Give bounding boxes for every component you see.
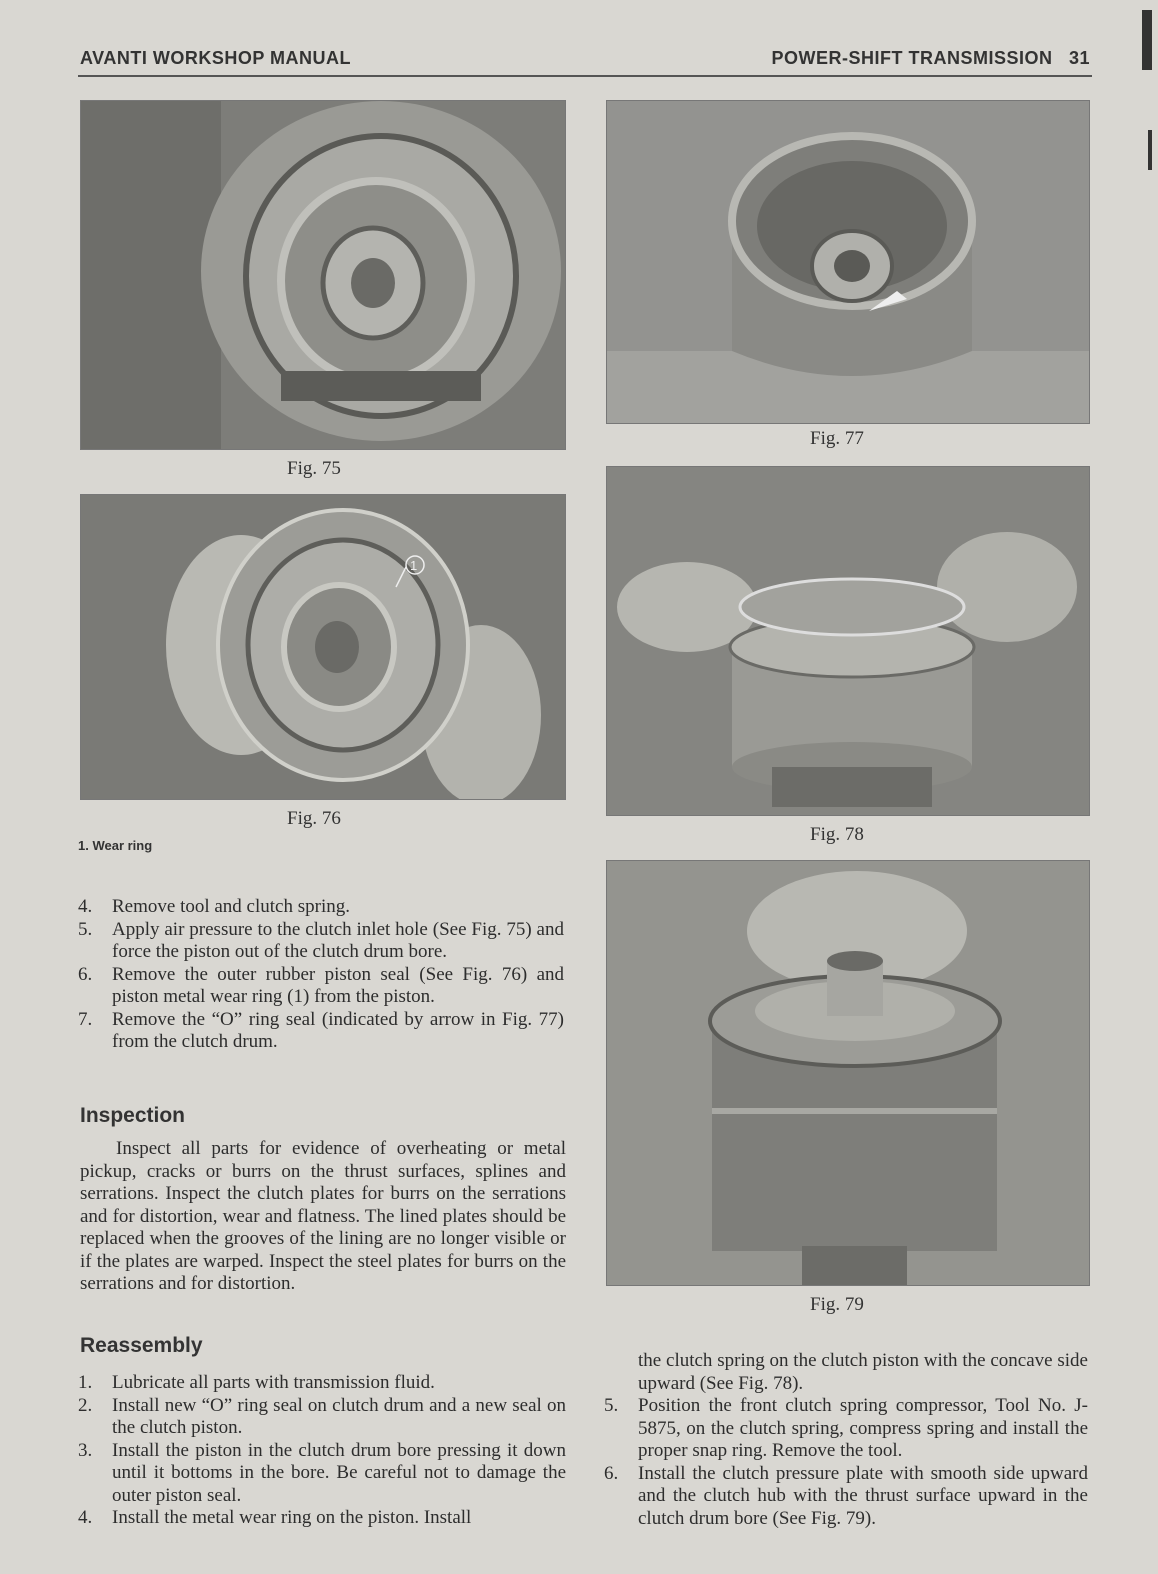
figure-78-caption: Fig. 78 [810, 824, 864, 845]
figure-76-photo [80, 494, 566, 800]
figure-77-caption: Fig. 77 [810, 428, 864, 449]
list-item: 1. Lubricate all parts with transmission fluid. [78, 1372, 435, 1393]
binding-mark [1142, 10, 1152, 70]
figure-79-photo [606, 860, 1090, 1286]
header-rule [78, 75, 1092, 77]
figure-75-photo [80, 100, 566, 450]
figure-77-photo [606, 100, 1090, 424]
continued-step-text: the clutch spring on the clutch piston with the concave side upward (See Fig. 78). [638, 1350, 1088, 1394]
running-header-title: AVANTI WORKSHOP MANUAL [80, 48, 351, 68]
figure-76-caption: Fig. 76 [287, 808, 341, 829]
running-header-section [771, 48, 1090, 69]
reassembly-heading: Reassembly [80, 1334, 203, 1357]
list-item: 2. Install new “O” ring seal on clutch drum and a new seal on the clutch piston. [78, 1394, 566, 1438]
list-item: 6. Install the clutch pressure plate with smooth side upward and the clutch hub with the thrust surface upward in the clutch drum bore (See Fig. 79). [604, 1462, 1088, 1529]
figure-75-caption: Fig. 75 [287, 458, 341, 479]
right-column-text [604, 1350, 1088, 1530]
list-item: 5. Position the front clutch spring compressor, Tool No. J-5875, on the clutch spring, compress spring and install the proper snap ring. Remove the tool. [604, 1395, 1088, 1461]
inspection-heading: Inspection [80, 1104, 186, 1127]
figure-78-photo [606, 466, 1090, 816]
list-item: 6. Remove the outer rubber piston seal (See Fig. 76) and piston metal wear ring (1) from the piston. [78, 963, 564, 1007]
list-item: 4. Remove tool and clutch spring. [78, 896, 350, 917]
disassembly-steps [78, 896, 564, 1054]
list-item: 5. Apply air pressure to the clutch inlet hole (See Fig. 75) and force the piston out of the clutch drum bore. [78, 918, 564, 962]
figure-76-legend: 1. Wear ring [78, 838, 153, 853]
list-item: 3. Install the piston in the clutch drum bore pressing it down until it bottoms in the bore. Be careful not to damage the outer piston seal. [78, 1439, 566, 1506]
binding-mark [1148, 130, 1152, 170]
list-item: 4. Install the metal wear ring on the piston. Install [78, 1507, 472, 1528]
page-number: 31 [1068, 48, 1090, 68]
figure-79-caption: Fig. 79 [810, 1294, 864, 1315]
inspection-paragraph: Inspect all parts for evidence of overheating or metal pickup, cracks or burrs on the thrust surfaces, splines and serrations. Inspect the clutch plates for burrs on the serrations and for distortion, wear and flatness. The lined plates should be replaced when the grooves of the lining are no longer visible or if the plates are warped. Inspect the steel plates for burrs on the serrations and for distortion. [80, 1138, 566, 1294]
list-item: 7. Remove the “O” ring seal (indicated by arrow in Fig. 77) from the clutch drum. [78, 1008, 564, 1052]
section-title: POWER-SHIFT TRANSMISSION [771, 48, 1053, 68]
reassembly-steps [78, 1372, 566, 1530]
figure-76-callout-label: 1 [410, 558, 418, 573]
